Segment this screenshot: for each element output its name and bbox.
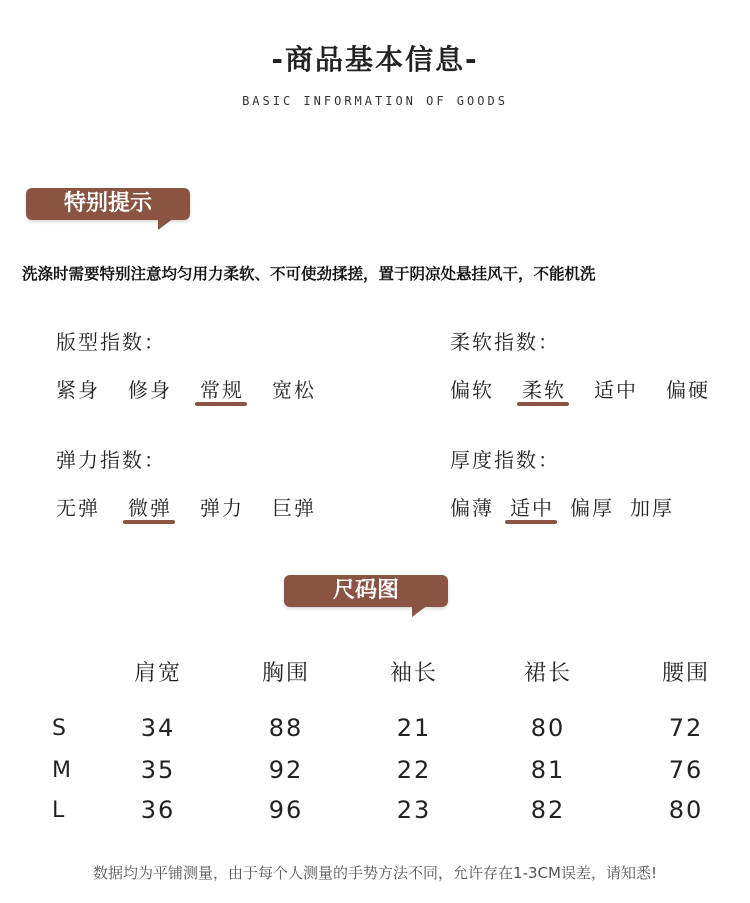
- elasticity-option: 弹力: [200, 496, 244, 520]
- size-cell: 35: [140, 756, 176, 784]
- size-row-label: M: [52, 758, 71, 783]
- thickness-option-selected: 适中: [510, 496, 554, 520]
- softness-selected-underline: [517, 402, 569, 406]
- special-notice-tag: 特别提示: [26, 188, 190, 220]
- fit-selected-underline: [195, 402, 247, 406]
- size-cell: 34: [140, 714, 176, 742]
- size-column-header: 胸围: [261, 661, 310, 686]
- elasticity-index-title: 弹力指数：: [56, 448, 166, 472]
- page-subtitle: BASIC INFORMATION OF GOODS: [242, 94, 508, 108]
- page-title: -商品基本信息-: [271, 43, 479, 76]
- thickness-option: 加厚: [630, 496, 674, 520]
- elasticity-option: 无弹: [56, 496, 100, 520]
- special-notice-tag-tail: [158, 218, 174, 230]
- elasticity-selected-underline: [123, 520, 175, 524]
- fit-option: 紧身: [56, 378, 100, 402]
- fit-index-title: 版型指数：: [56, 330, 166, 354]
- size-column-header: 裙长: [523, 661, 572, 686]
- measurement-footnote: 数据均为平铺测量，由于每个人测量的手势方法不同，允许存在1-3CM误差，请知悉!: [93, 864, 657, 882]
- elasticity-option: 巨弹: [272, 496, 316, 520]
- size-column-header: 袖长: [389, 661, 438, 686]
- size-cell: 96: [268, 796, 304, 824]
- size-cell: 92: [268, 756, 304, 784]
- fit-option-selected: 常规: [200, 378, 244, 402]
- thickness-selected-underline: [505, 520, 557, 524]
- fit-option: 宽松: [272, 378, 316, 402]
- size-cell: 22: [396, 756, 432, 784]
- softness-option: 偏软: [450, 378, 494, 402]
- thickness-option: 偏薄: [450, 496, 494, 520]
- size-cell: 81: [530, 756, 566, 784]
- size-chart-tag-tail: [412, 605, 428, 617]
- size-row-label: S: [52, 716, 66, 741]
- size-cell: 80: [668, 796, 704, 824]
- size-column-header: 腰围: [661, 661, 710, 686]
- thickness-option: 偏厚: [570, 496, 614, 520]
- fit-option: 修身: [128, 378, 172, 402]
- size-column-header: 肩宽: [133, 661, 182, 686]
- size-row-label: L: [52, 798, 65, 823]
- size-cell: 72: [668, 714, 704, 742]
- elasticity-option-selected: 微弹: [128, 496, 172, 520]
- size-cell: 76: [668, 756, 704, 784]
- size-cell: 80: [530, 714, 566, 742]
- softness-index-title: 柔软指数：: [450, 330, 560, 354]
- softness-option: 偏硬: [666, 378, 710, 402]
- size-cell: 21: [396, 714, 432, 742]
- size-cell: 82: [530, 796, 566, 824]
- care-instructions: 洗涤时需要特别注意均匀用力柔软、不可使劲揉搓，置于阴凉处悬挂风干，不能机洗: [22, 265, 596, 283]
- softness-option: 适中: [594, 378, 638, 402]
- size-cell: 36: [140, 796, 176, 824]
- softness-option-selected: 柔软: [522, 378, 566, 402]
- thickness-index-title: 厚度指数：: [450, 448, 560, 472]
- size-chart-tag: 尺码图: [284, 575, 448, 607]
- size-cell: 23: [396, 796, 432, 824]
- size-cell: 88: [268, 714, 304, 742]
